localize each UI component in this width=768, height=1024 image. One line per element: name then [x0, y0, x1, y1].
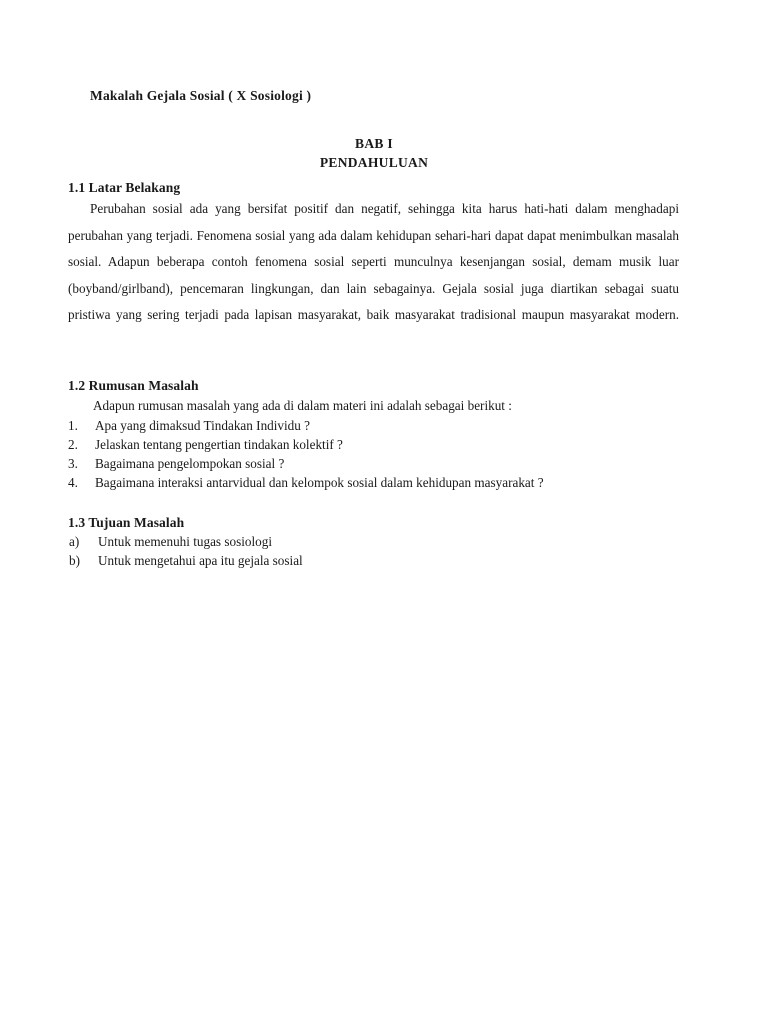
list-item — [68, 551, 680, 570]
list-marker: a) — [69, 533, 80, 549]
list-item-text: Apa yang dimaksud Tindakan Individu ? — [95, 417, 311, 433]
list-item — [68, 454, 680, 473]
list-marker: 4. — [68, 475, 78, 491]
list-marker: 1. — [68, 417, 78, 433]
list-item — [68, 435, 680, 454]
section-heading-latar-belakang: 1.1 Latar Belakang — [68, 180, 181, 195]
chapter-heading — [68, 134, 680, 172]
list-item-text: Untuk memenuhi tugas sosiologi — [98, 533, 272, 549]
section-heading-rumusan-masalah: 1.2 Rumusan Masalah — [68, 377, 199, 393]
list-rumusan-masalah — [68, 416, 680, 493]
list-marker: 2. — [68, 436, 78, 452]
list-item — [68, 532, 680, 551]
intro-rumusan-masalah: Adapun rumusan masalah yang ada di dalam materi ini adalah sebagai berikut : — [93, 397, 512, 413]
list-marker: b) — [69, 553, 80, 569]
list-item-text: Bagaimana interaksi antarvidual dan kelompok sosial dalam kehidupan masyarakat ? — [95, 475, 544, 491]
chapter-number: BAB I — [355, 136, 393, 151]
document-content — [68, 88, 680, 570]
list-item-text: Untuk mengetahui apa itu gejala sosial — [98, 553, 303, 569]
section-heading-tujuan-masalah: 1.3 Tujuan Masalah — [68, 514, 185, 530]
list-item-text: Bagaimana pengelompokan sosial ? — [95, 456, 285, 472]
list-tujuan-masalah — [68, 532, 680, 571]
document-title: Makalah Gejala Sosial ( X Sosiologi ) — [90, 88, 312, 103]
paragraph-latar-belakang: Perubahan sosial ada yang bersifat positif dan negatif, sehingga kita harus hati-hati dalam menghadapi perubahan yang terjadi. Fenomena sosial yang ada dalam kehidupan sehari-hari dapat dapat menimbulkan masalah sosial. Adapun beberapa contoh fenomena sosial seperti munculnya kesenjangan sosial, demam musik luar (boyband/girlband), pencemaran lingkungan, dan lain sebagainya. Gejala sosial juga diartikan sebagai suatu pristiwa yang sering terjadi pada lapisan masyarakat, baik masyarakat tradisional maupun masyarakat modern. — [68, 201, 679, 323]
list-item-text: Jelaskan tentang pengertian tindakan kolektif ? — [95, 436, 343, 452]
list-item — [68, 473, 680, 492]
chapter-name: PENDAHULUAN — [319, 155, 429, 170]
list-item — [68, 416, 680, 435]
list-marker: 3. — [68, 456, 78, 472]
